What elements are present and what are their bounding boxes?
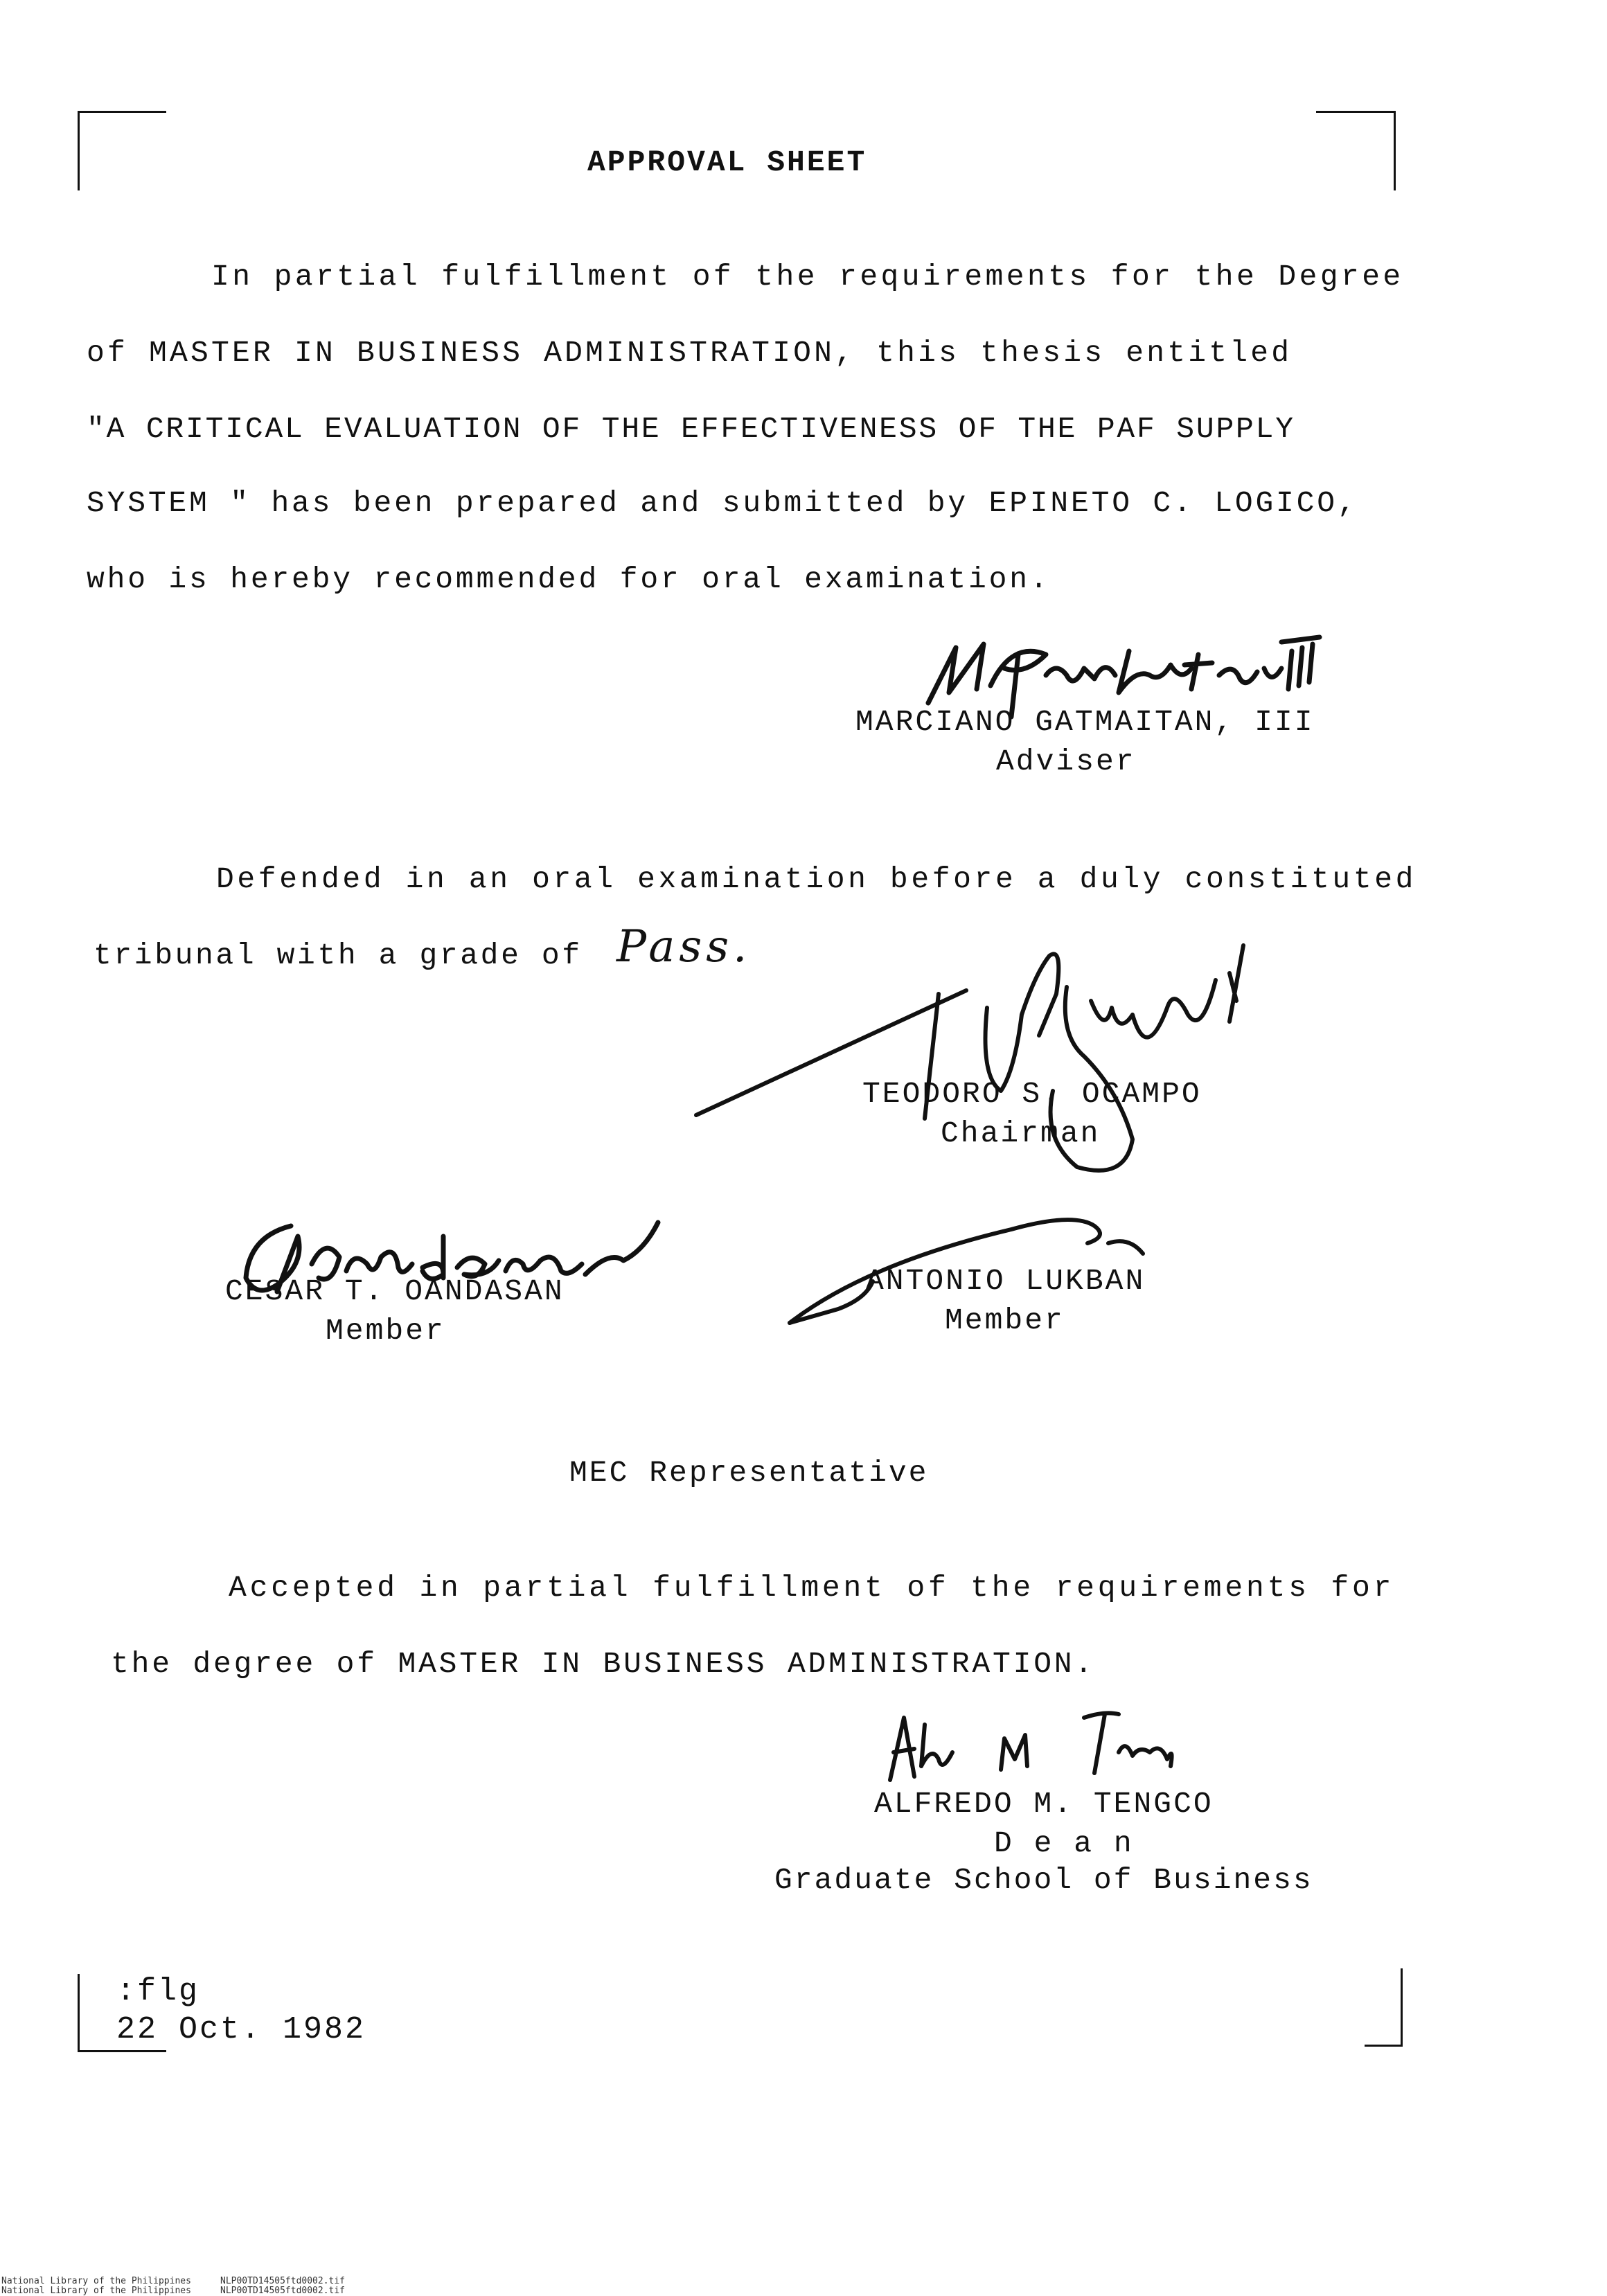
footer-library-1: National Library of the Philippines (1, 2276, 191, 2286)
crop-mark-top-left (78, 111, 166, 190)
adviser-role: Adviser (996, 745, 1136, 778)
dean-name: ALFREDO M. TENGCO (874, 1787, 1214, 1821)
para1-line-3: "A CRITICAL EVALUATION OF THE EFFECTIVENESS OF THE PAF SUPPLY (87, 412, 1295, 446)
chairman-role: Chairman (941, 1116, 1101, 1150)
para3-line-1: Accepted in partial fulfillment of the requirements for (229, 1571, 1395, 1605)
dean-school: Graduate School of Business (774, 1863, 1313, 1897)
dean-signature (876, 1704, 1181, 1787)
para1-line-2: of MASTER IN BUSINESS ADMINISTRATION, this thesis entitled (87, 336, 1293, 370)
typist-reference: :flg (116, 1974, 200, 2009)
crop-mark-top-right (1316, 111, 1396, 190)
mec-representative: MEC Representative (569, 1456, 929, 1490)
member2-name: ANTONIO LUKBAN (866, 1264, 1146, 1298)
document-title: APPROVAL SHEET (587, 145, 867, 179)
member1-name: CESAR T. OANDASAN (225, 1274, 565, 1308)
grade-handwritten: Pass. (616, 921, 752, 972)
footer-library-2: National Library of the Philippines (1, 2286, 191, 2296)
footer-file-1: NLP00TD14505ftd0002.tif (220, 2276, 346, 2286)
para2-line-1: Defended in an oral examination before a duly constituted (216, 862, 1417, 896)
footer-file-2: NLP00TD14505ftd0002.tif (220, 2286, 346, 2296)
member1-role: Member (326, 1314, 445, 1348)
para3-line-2: the degree of MASTER IN BUSINESS ADMINISTRATION. (111, 1647, 1096, 1681)
document-date: 22 Oct. 1982 (116, 2012, 366, 2047)
adviser-name: MARCIANO GATMAITAN, III (855, 705, 1315, 739)
chairman-name: TEODORO S. OCAMPO (862, 1077, 1202, 1111)
para1-line-1: In partial fulfillment of the requirements for the Degree (211, 260, 1404, 294)
para1-line-5: who is hereby recommended for oral examination. (87, 562, 1051, 596)
member2-role: Member (945, 1303, 1065, 1337)
para2-line-2: tribunal with a grade of (94, 938, 583, 972)
crop-mark-bottom-right (1365, 1968, 1403, 2047)
dean-role: D e a n (994, 1826, 1134, 1860)
para1-line-4: SYSTEM " has been prepared and submitted by EPINETO C. LOGICO, (87, 486, 1358, 520)
